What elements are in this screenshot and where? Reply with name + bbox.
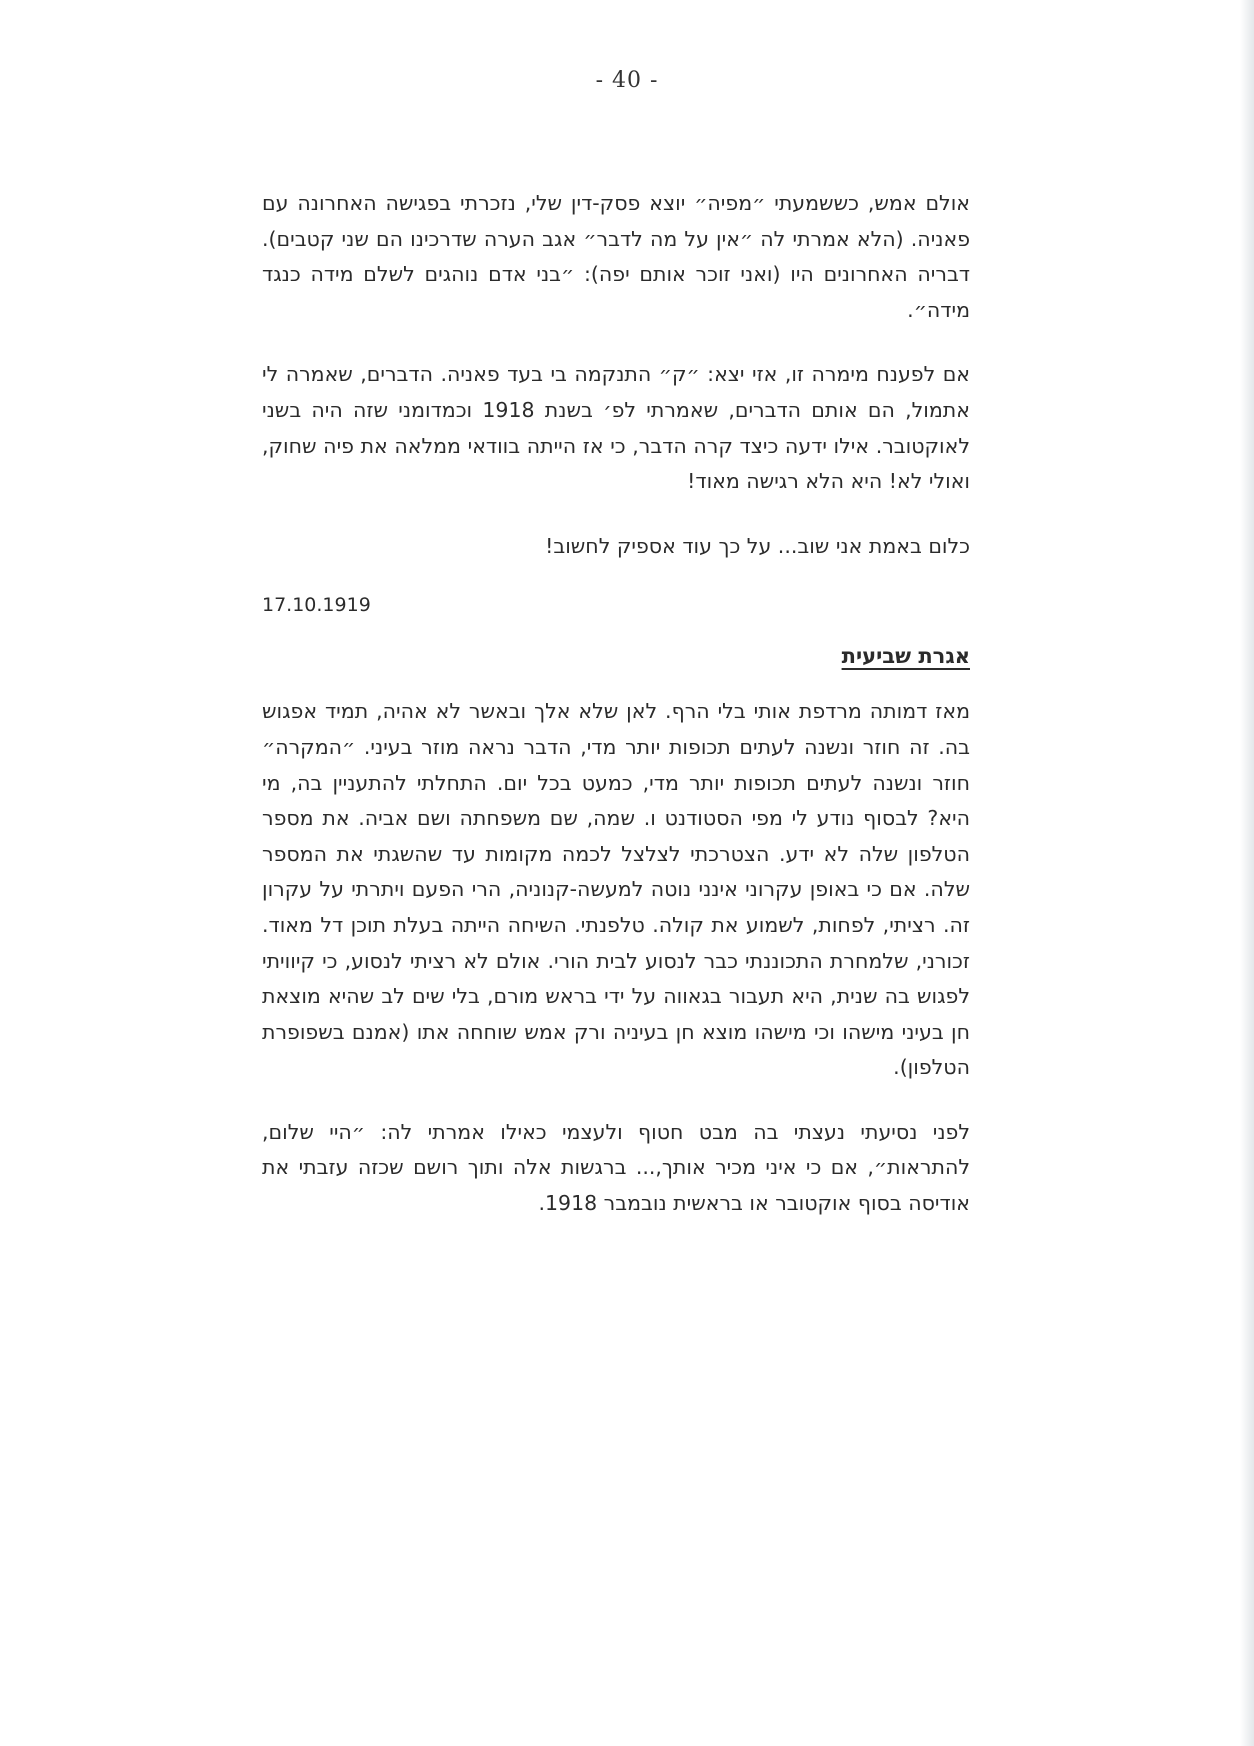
page-number: - 40 - [595, 68, 659, 93]
paragraph: לפני נסיעתי נעצתי בה מבט חטוף ולעצמי כאילו אמרתי לה: ״היי שלום, להתראות״, אם כי איני מכיר אותך,... ברגשות אלה ותוך רושם שכזה עזבתי את אודיסה בסוף אוקטובר או בראשית נובמבר 1918. [262, 1119, 970, 1216]
document-body [262, 186, 970, 1222]
paragraph: אולם אמש, כששמעתי ״מפיה״ יוצא פסק-דין שלי, נזכרתי בפגישה האחרונה עם פאניה. (הלא אמרתי לה ״אין על מה לדבר״ אגב הערה שדרכינו הם שני קטבים). דבריה האחרונים היו (ואני זוכר אותם יפה): ״בני אדם נוהגים לשלם מידה כנגד מידה״. [262, 191, 970, 322]
section-heading: אגרת שביעית [841, 644, 970, 669]
letter-date: 17.10.1919 [262, 594, 371, 617]
page-edge [1240, 0, 1254, 1746]
paragraph: אם לפענח מימרה זו, אזי יצא: ״ק״ התנקמה בי בעד פאניה. הדברים, שאמרה לי אתמול, הם אותם הדברים, שאמרתי לפ׳ בשנת 1918 וכמדומני שזה היה בשני לאוקטובר. אילו ידעה כיצד קרה הדבר, כי אז הייתה בוודאי ממלאה את פיה שחוק, ואולי לא! היא הלא רגישה מאוד! [262, 362, 970, 494]
paragraph: כלום באמת אני שוב... על כך עוד אספיק לחשוב! [545, 533, 970, 558]
paragraph: מאז דמותה מרדפת אותי בלי הרף. לאן שלא אלך ובאשר לא אהיה, תמיד אפגוש בה. זה חוזר ונשנה לעתים תכופות יותר מדי, הדבר נראה מוזר בעיני. ״המקרה״ חוזר ונשנה לעתים תכופות יותר מדי, כמעט בכל יום. התחלתי להתעניין בה, מי היא? לבסוף נודע לי מפי הסטודנט ו. שמה, שם משפחתה ושם אביה. את מספר הטלפון שלה לא ידע. הצטרכתי לצלצל לכמה מקומות עד שהשגתי את המספר שלה. אם כי באופן עקרוני אינני נוטה למעשה-קנוניה, הרי הפעם ויתרתי על עקרון זה. רציתי, לפחות, לשמוע את קולה. טלפנתי. השיחה הייתה בעלת תוכן דל מאוד. זכורני, שלמחרת התכוננתי כבר לנסוע לבית הורי. אולם לא רציתי לנסוע, כי קיוויתי לפגוש בה שנית, היא תעבור בגאווה על ידי בראש מורם, בלי שים לב שהיא מוצאת חן בעיני מישהו וכי מישהו מוצא חן בעיניה ורק אמש שוחחה אתו (אמנם בשפופרת הטלפון). [262, 699, 970, 1080]
